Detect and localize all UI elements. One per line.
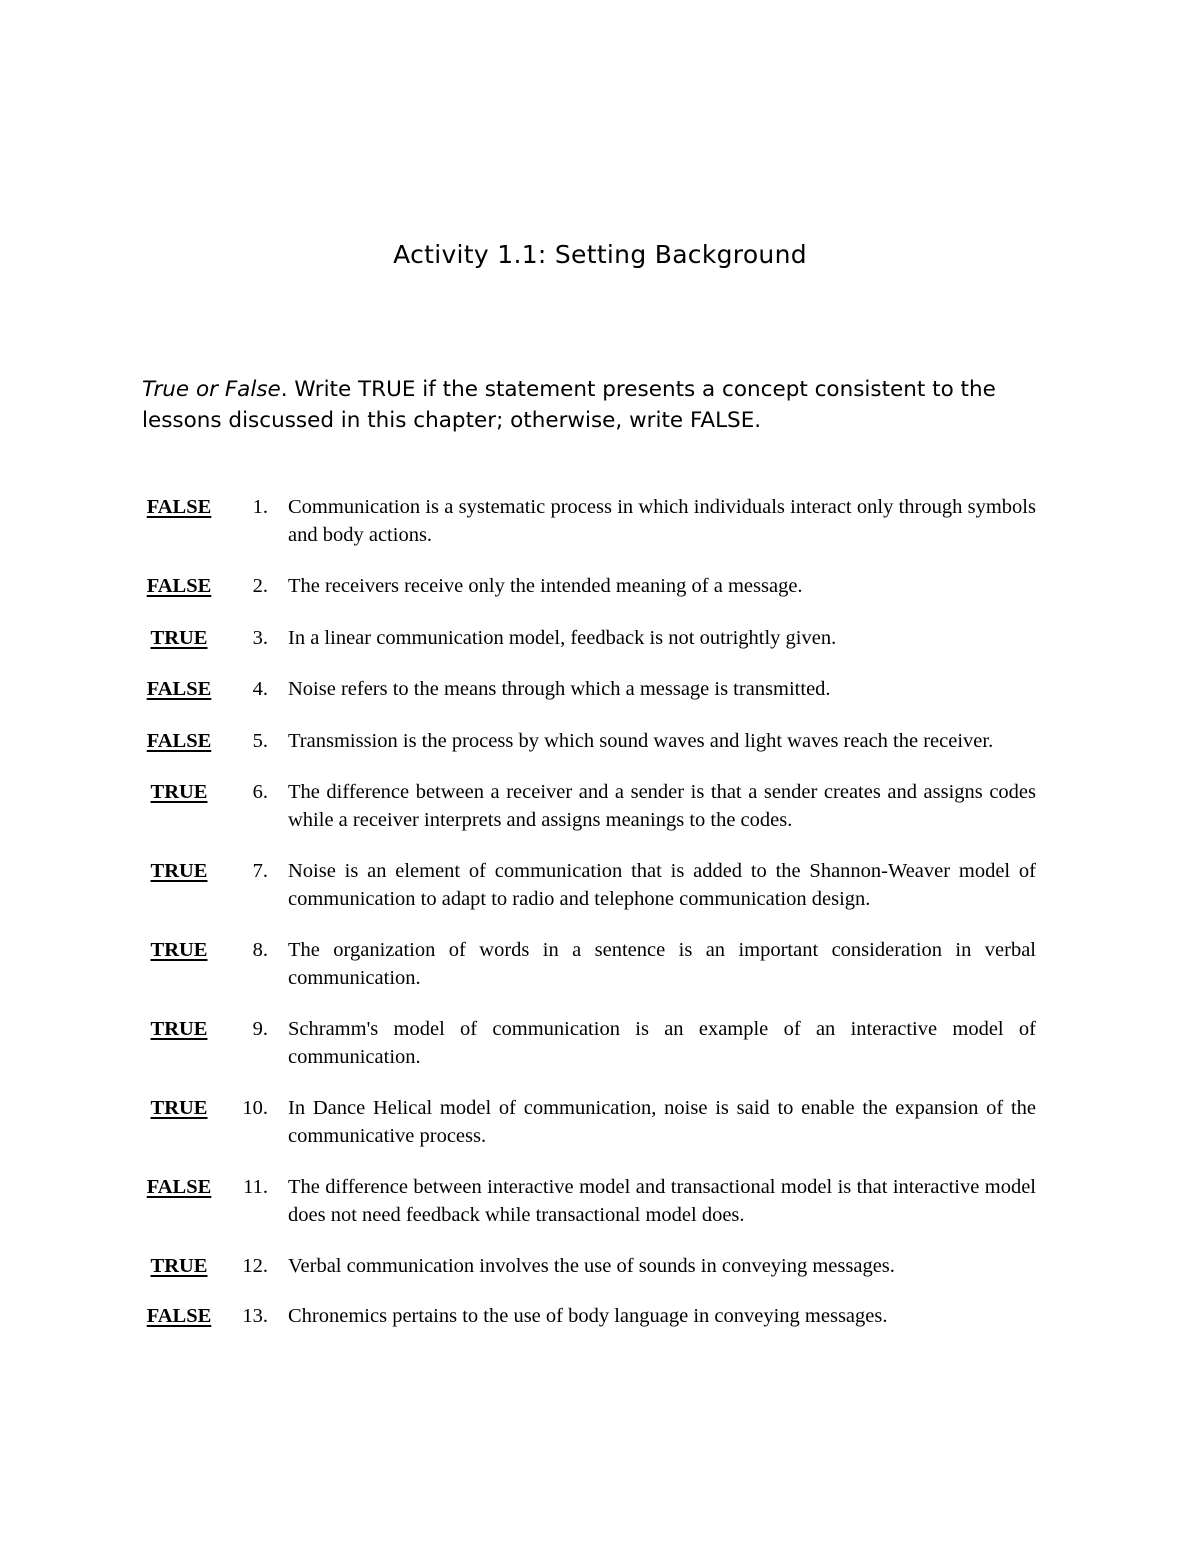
list-item (0, 1174, 1200, 1229)
item-statement: The organization of words in a sentence is an important consideration in verbal communication. (288, 939, 1036, 989)
item-number: 8. (252, 939, 268, 961)
item-number: 13. (242, 1304, 268, 1327)
item-statement: Communication is a systematic process in which individuals interact only through symbols and body actions. (288, 496, 1036, 546)
instructions (142, 374, 1062, 436)
item-statement: The difference between a receiver and a sender is that a sender creates and assigns codes while a receiver interprets and assigns meanings to the codes. (288, 781, 1036, 831)
item-statement: Chronemics pertains to the use of body language in conveying messages. (288, 1304, 888, 1327)
answer-label: TRUE (150, 1255, 208, 1277)
item-statement: The receivers receive only the intended meaning of a message. (288, 575, 803, 597)
list-item (0, 858, 1200, 913)
item-number: 12. (242, 1255, 268, 1277)
item-number: 10. (242, 1097, 268, 1119)
item-statement: Schramm's model of communication is an example of an interactive model of communication. (288, 1018, 1036, 1068)
item-statement: In a linear communication model, feedback is not outrightly given. (288, 626, 837, 649)
item-number: 6. (252, 781, 268, 803)
item-number: 7. (252, 860, 268, 882)
answer-label: TRUE (150, 1018, 208, 1040)
list-item (0, 1016, 1200, 1071)
instructions-lead: True or False (142, 377, 281, 402)
list-item (0, 1303, 1200, 1331)
item-number: 3. (252, 626, 268, 649)
item-number: 5. (252, 729, 268, 752)
answer-label: FALSE (146, 1304, 212, 1327)
item-number: 9. (252, 1018, 268, 1040)
list-item (0, 728, 1200, 756)
answer-label: TRUE (150, 860, 208, 882)
instructions-text: . Write TRUE if the statement presents a concept consistent to the lessons discussed in this chapter; otherwise, write FALSE. (142, 377, 996, 433)
item-statement: Verbal communication involves the use of sounds in conveying messages. (288, 1255, 895, 1277)
answer-label: TRUE (150, 781, 208, 803)
item-number: 2. (252, 575, 268, 597)
list-item (0, 573, 1200, 601)
item-statement: Noise is an element of communication that is added to the Shannon-Weaver model of communication to adapt to radio and telephone communication design. (288, 860, 1036, 910)
answer-label: FALSE (146, 678, 212, 700)
answer-label: FALSE (146, 496, 212, 518)
page-title: Activity 1.1: Setting Background (393, 240, 807, 269)
answer-label: TRUE (150, 626, 208, 649)
item-statement: Transmission is the process by which sound waves and light waves reach the receiver. (288, 729, 994, 752)
answer-label: FALSE (146, 575, 212, 597)
answer-label: FALSE (146, 729, 212, 752)
list-item (0, 494, 1200, 549)
list-item (0, 1095, 1200, 1150)
list-item (0, 779, 1200, 834)
answer-label: FALSE (146, 1176, 212, 1198)
item-statement: Noise refers to the means through which a message is transmitted. (288, 678, 831, 700)
item-number: 1. (252, 496, 268, 518)
list-item (0, 1253, 1200, 1281)
list-item (0, 625, 1200, 653)
list-item (0, 937, 1200, 992)
item-statement: The difference between interactive model and transactional model is that interactive model does not need feedback while transactional model does. (288, 1176, 1036, 1226)
answer-label: TRUE (150, 939, 208, 961)
item-number: 11. (243, 1176, 268, 1198)
item-statement: In Dance Helical model of communication, noise is said to enable the expansion of the communicative process. (288, 1097, 1036, 1147)
answer-label: TRUE (150, 1097, 208, 1119)
item-number: 4. (252, 678, 268, 700)
item-list (0, 494, 1200, 1330)
list-item (0, 676, 1200, 704)
